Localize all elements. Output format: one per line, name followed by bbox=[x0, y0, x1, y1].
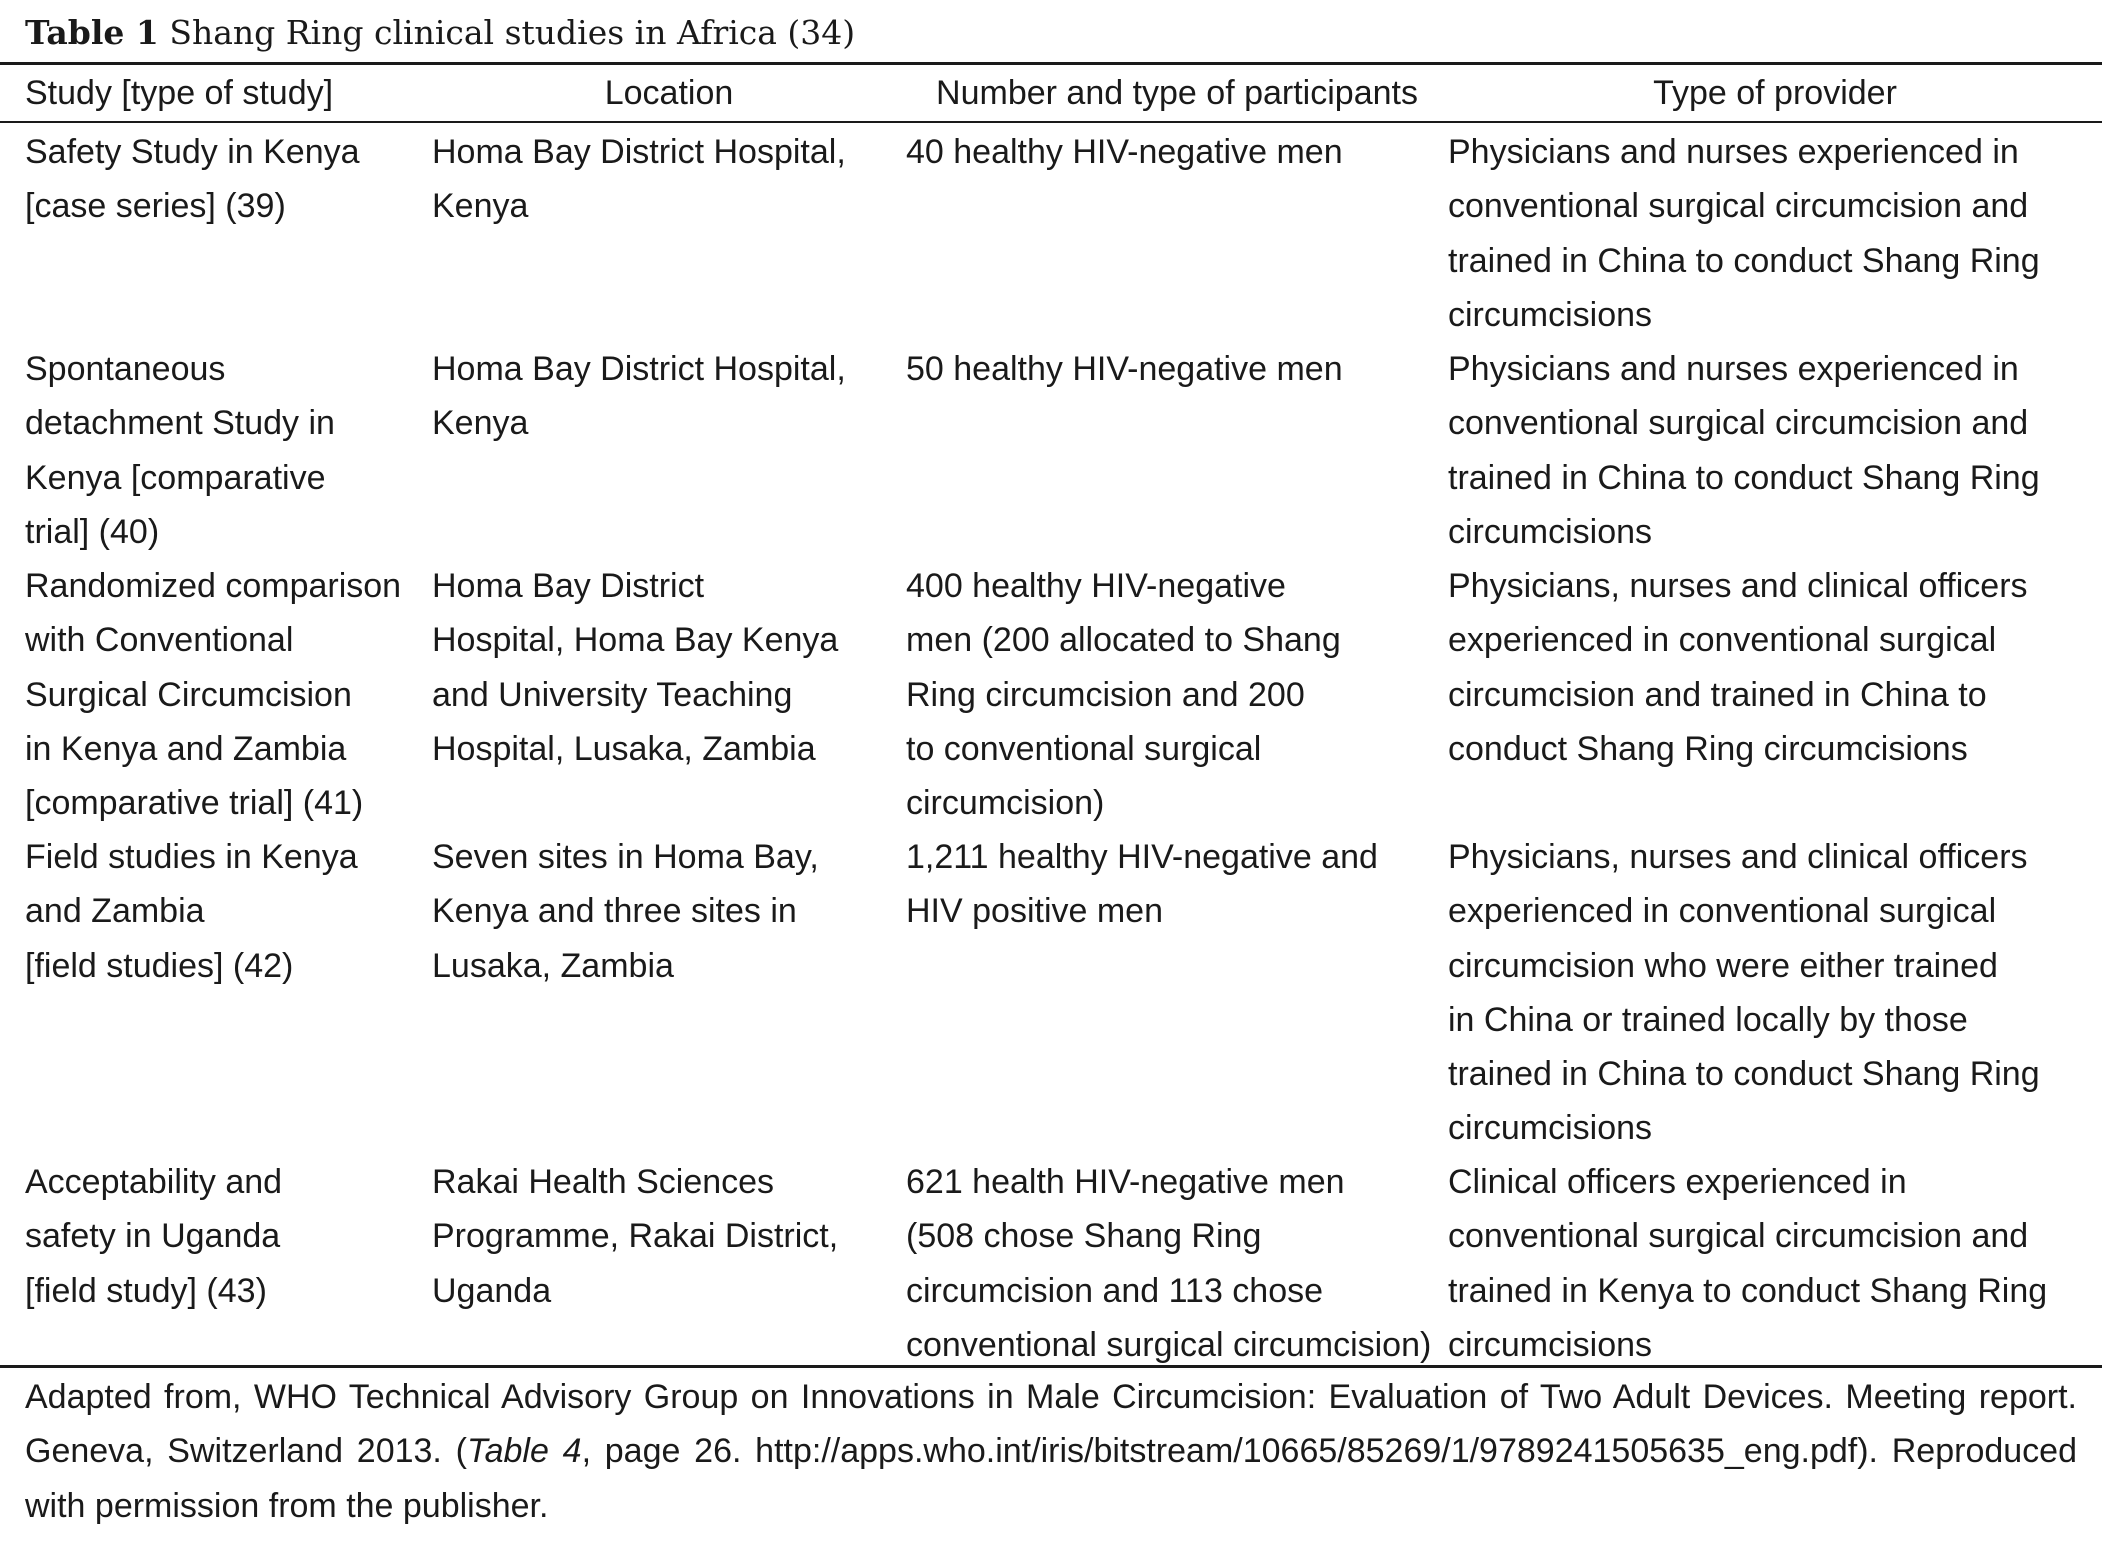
footnote-table-ref: Table 4 bbox=[466, 1432, 582, 1471]
table-title: Shang Ring clinical studies in Africa (34) bbox=[158, 13, 856, 52]
cell-location: Homa Bay District Hospital, Kenya bbox=[432, 350, 846, 443]
table-footnote bbox=[25, 1370, 2077, 1533]
cell-participants: 621 health HIV-negative men (508 chose Shang Ring circumcision and 113 chose conventional surgical circumcision) bbox=[906, 1163, 1432, 1364]
cell-provider: Physicians and nurses experienced in conventional surgical circumcision and trained in China to conduct Shang Ring circumcisions bbox=[1448, 350, 2040, 551]
cell-study: Randomized comparison with Conventional Surgical Circumcision in Kenya and Zambia [comparative trial] (41) bbox=[25, 567, 402, 823]
cell-provider: Physicians, nurses and clinical officers experienced in conventional surgical circumcision who were either trained in China or trained locally by those trained in China to conduct Shang Ring circumcisions bbox=[1448, 838, 2040, 1148]
table-bottom-rule bbox=[0, 1365, 2102, 1368]
cell-location: Homa Bay District Hospital, Kenya bbox=[432, 133, 846, 226]
cell-study: Field studies in Kenya and Zambia [field studies] (42) bbox=[25, 838, 358, 985]
cell-participants: 1,211 healthy HIV-negative and HIV positive men bbox=[906, 838, 1378, 931]
header-location: Location bbox=[604, 74, 734, 112]
cell-participants: 40 healthy HIV-negative men bbox=[906, 133, 1343, 171]
cell-provider: Physicians and nurses experienced in conventional surgical circumcision and trained in China to conduct Shang Ring circumcisions bbox=[1448, 133, 2040, 334]
cell-participants: 50 healthy HIV-negative men bbox=[906, 350, 1343, 388]
header-provider: Type of provider bbox=[1653, 74, 1897, 112]
cell-location: Homa Bay District Hospital, Homa Bay Kenya and University Teaching Hospital, Lusaka, Zambia bbox=[432, 567, 839, 768]
table-label: Table 1 bbox=[25, 13, 159, 52]
footnote-text: Adapted from, WHO Technical Advisory Group on Innovations in Male Circumcision: Evaluation of Two Adult Devices. Meeting report. Geneva, Switzerland 2013. ( bbox=[25, 1378, 2077, 1471]
footnote-source: , page 26. http://apps.who.int/iris/bitstream/10665/85269/1/9789241505635_eng.pdf). Reproduced with permission from the publisher. bbox=[25, 1432, 2077, 1525]
header-study: Study [type of study] bbox=[25, 74, 334, 112]
table-caption bbox=[25, 8, 855, 58]
cell-study: Safety Study in Kenya [case series] (39) bbox=[25, 133, 360, 226]
table-top-rule bbox=[0, 62, 2102, 65]
cell-location: Rakai Health Sciences Programme, Rakai District, Uganda bbox=[432, 1163, 839, 1310]
cell-provider: Clinical officers experienced in conventional surgical circumcision and trained in Kenya to conduct Shang Ring circumcisions bbox=[1448, 1163, 2048, 1364]
header-participants: Number and type of participants bbox=[936, 74, 1418, 112]
cell-location: Seven sites in Homa Bay, Kenya and three sites in Lusaka, Zambia bbox=[432, 838, 819, 985]
cell-participants: 400 healthy HIV-negative men (200 allocated to Shang Ring circumcision and 200 to conventional surgical circumcision) bbox=[906, 567, 1341, 823]
cell-study: Acceptability and safety in Uganda [field study] (43) bbox=[25, 1163, 283, 1310]
header-rule bbox=[0, 121, 2102, 123]
cell-study: Spontaneous detachment Study in Kenya [comparative trial] (40) bbox=[25, 350, 335, 551]
cell-provider: Physicians, nurses and clinical officers experienced in conventional surgical circumcision and trained in China to conduct Shang Ring circumcisions bbox=[1448, 567, 2028, 768]
